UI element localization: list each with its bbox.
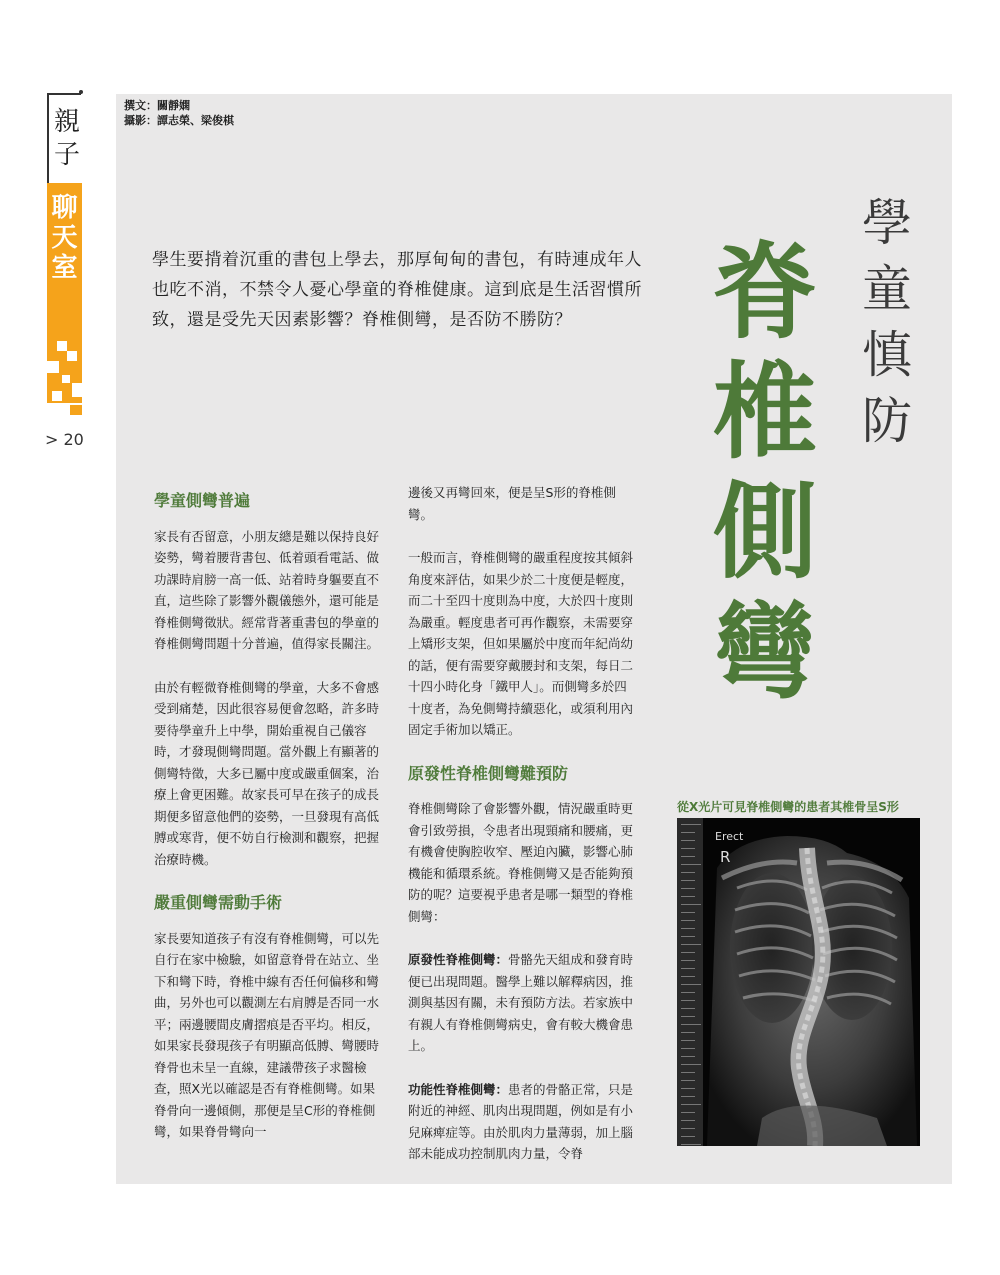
title-char: 彎: [712, 590, 817, 713]
pixel-decoration: [47, 361, 59, 373]
xray-label-side: R: [720, 848, 731, 866]
column-rule-dot: [79, 90, 83, 94]
main-title: [700, 232, 830, 712]
column-rule-top: [47, 93, 81, 95]
column-section-label: [47, 193, 82, 283]
subtitle-char: 防: [862, 392, 912, 450]
page-number: > 20: [45, 430, 84, 449]
column-title-char: 子: [53, 140, 80, 170]
paragraph: 由於有輕微脊椎側彎的學童，大多不會感受到痛楚，因此很容易便會忽略，許多時要待學童升上中學，開始重視自己儀容時，才發現側彎問題。當外觀上有顯著的側彎特徵，大多已屬中度或嚴重個案，治療上會更困難。故家長可早在孩子的成長期便多留意他們的姿勢，一旦發現有高低膊或寒背，便不妨自行檢測和觀察，把握治療時機。: [154, 679, 380, 867]
section-char: 天: [51, 223, 78, 253]
xray-image: [677, 818, 920, 1146]
paragraph: [408, 1079, 636, 1165]
paragraph-label: 功能性脊椎側彎：: [408, 1081, 509, 1097]
subtitle: [852, 190, 922, 454]
title-char: 椎: [712, 350, 817, 473]
pixel-decoration: [70, 405, 82, 415]
paragraph-label: 原發性脊椎側彎：: [408, 952, 509, 967]
paragraph-text: 患者的骨骼正常，只是附近的神經、肌肉出現問題，例如是有小兒麻痺症等。由於肌肉力量薄弱，加上腦部未能成功控制肌肉力量，令脊: [408, 1081, 634, 1161]
credit-photographer: 攝影：譚志榮、梁俊棋: [124, 114, 234, 127]
article-column-2: [408, 482, 636, 1187]
article-column-1: [154, 490, 386, 1165]
column-title: [52, 106, 82, 172]
title-char: 脊: [712, 230, 817, 353]
subtitle-char: 慎: [862, 326, 912, 384]
section-heading: 學童側彎普遍: [154, 491, 251, 510]
section-char: 聊: [51, 193, 78, 223]
paragraph: 家長要知道孩子有沒有脊椎側彎，可以先自行在家中檢驗，如留意脊骨在站立、坐下和彎下時，脊椎中線有否任何偏移和彎曲，另外也可以觀測左右肩膊是否同一水平；兩邊腰間皮膚摺痕是否平均。相反，如果家長發現孩子有明顯高低膊、彎腰時脊骨也未呈一直線，建議帶孩子求醫檢查，照X光以確認是否有脊椎側彎。如果脊骨向一邊傾側，那便是呈C形的脊椎側彎，如果脊骨彎向一: [154, 930, 380, 1139]
paragraph: 一般而言，脊椎側彎的嚴重程度按其傾斜角度來評估，如果少於二十度便是輕度，而二十至四十度則為中度，大於四十度則為嚴重。輕度患者可再作觀察，未需要穿上矯形支架，但如果屬於中度而年紀尚幼的話，便有需要穿戴腰封和支架，每日二十四小時化身「鐵甲人」。而側彎多於四十度者，為免側彎持續惡化，或須利用內固定手術加以矯正。: [408, 550, 634, 737]
credit-writer: 撰文：關靜嫻: [124, 99, 190, 112]
section-heading: 嚴重側彎需動手術: [154, 893, 283, 912]
column-rule: [47, 93, 49, 183]
paragraph: 脊椎側彎除了會影響外觀，情況嚴重時更會引致勞損，令患者出現頸痛和腰痛，更有機會使胸腔收窄、壓迫內臟，影響心肺機能和循環系統。脊椎側彎又是否能夠預防的呢？這要視乎患者是哪一類型的脊椎側彎：: [408, 801, 634, 924]
section-heading: 原發性脊椎側彎難預防: [408, 763, 569, 783]
credits: [124, 98, 234, 128]
figure-caption: 從X光片可見脊椎側彎的患者其椎骨呈S形: [677, 800, 899, 814]
column-section-tab: [47, 183, 82, 413]
paragraph-text: 骨骼先天組成和發育時便已出現問題。醫學上難以解釋病因，推測與基因有關，未有預防方法。若家族中有親人有脊椎側彎病史，會有較大機會患上。: [408, 952, 634, 1053]
title-char: 側: [712, 470, 817, 593]
pixel-decoration: [57, 341, 67, 351]
paragraph: 家長有否留意，小朋友總是難以保持良好姿勢，彎着腰背書包、低着頭看電話、做功課時肩膀一高一低、站着時身軀要直不直，這些除了影響外觀儀態外，還可能是脊椎側彎徵狀。經常背著重書包的學童的脊椎側彎問題十分普遍，值得家長關注。: [154, 528, 380, 651]
subtitle-char: 童: [862, 260, 912, 318]
paragraph: [408, 949, 636, 1057]
xray-label-erect: Erect: [715, 830, 744, 843]
intro-paragraph: 學生要揹着沉重的書包上學去，那厚甸甸的書包，有時連成年人也吃不消，不禁令人憂心學童的脊椎健康。這到底是生活習慣所致，還是受先天因素影響？脊椎側彎，是否防不勝防？: [152, 250, 642, 330]
pixel-decoration: [72, 383, 82, 397]
pixel-decoration: [62, 375, 70, 383]
xray-illustration: [677, 818, 920, 1146]
paragraph: 邊後又再彎回來，便是呈S形的脊椎側彎。: [408, 485, 616, 522]
subtitle-char: 學: [862, 194, 912, 252]
column-title-char: 親: [53, 107, 80, 137]
pixel-decoration: [52, 391, 62, 401]
section-char: 室: [51, 253, 78, 283]
pixel-decoration: [67, 351, 77, 361]
